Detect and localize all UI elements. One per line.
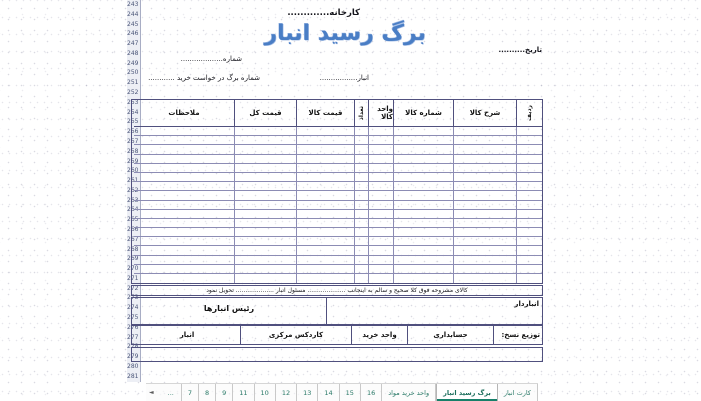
table-cell[interactable] (393, 136, 453, 145)
table-cell[interactable] (368, 219, 393, 228)
table-header-cell: قیمت كل (234, 100, 296, 127)
row-header[interactable]: 246 (127, 30, 139, 38)
table-cell[interactable] (516, 246, 542, 255)
table-header-vertical-label: تعداد (357, 105, 365, 121)
table-cell[interactable] (354, 145, 368, 154)
table-cell[interactable] (234, 127, 296, 136)
table-row (132, 228, 542, 237)
table-cell[interactable] (516, 228, 542, 237)
table-cell[interactable] (134, 173, 234, 182)
table-cell[interactable] (234, 256, 296, 265)
table-cell[interactable] (368, 210, 393, 219)
row-header[interactable]: 260 (127, 167, 139, 175)
table-cell[interactable] (393, 173, 453, 182)
table-cell[interactable] (393, 201, 453, 210)
table-row (132, 256, 542, 265)
factory-label[interactable]: كارخانه............. (287, 8, 360, 18)
warehouse-label[interactable]: انبار................. (319, 74, 369, 82)
table-cell[interactable] (354, 136, 368, 145)
table-cell[interactable] (453, 274, 516, 283)
table-cell[interactable] (516, 274, 542, 283)
table-cell[interactable] (516, 256, 542, 265)
table-cell[interactable] (453, 182, 516, 191)
row-header[interactable]: 268 (127, 245, 139, 253)
table-cell[interactable] (354, 228, 368, 237)
form-title[interactable]: برگ رسید انبار (264, 21, 426, 46)
row-header[interactable]: 259 (127, 157, 139, 165)
table-cell[interactable] (368, 237, 393, 246)
table-cell[interactable] (234, 219, 296, 228)
table-cell[interactable] (516, 173, 542, 182)
table-header-cell: واحد كالا (368, 100, 393, 127)
sheet-tab[interactable]: 14 (318, 384, 339, 401)
table-header-vertical-label: ردیف (525, 105, 533, 121)
table-cell[interactable] (354, 164, 368, 173)
table-cell[interactable] (354, 182, 368, 191)
distribution-cell: كاردكس مركزی (240, 326, 351, 344)
table-cell[interactable] (134, 246, 234, 255)
table-cell[interactable] (234, 265, 296, 274)
table-cell[interactable] (453, 136, 516, 145)
empty-footer-box[interactable] (131, 347, 543, 362)
row-header[interactable]: 264 (127, 206, 139, 214)
table-cell[interactable] (516, 210, 542, 219)
table-cell[interactable] (393, 265, 453, 274)
table-cell[interactable] (134, 145, 234, 154)
table-row (132, 274, 542, 283)
row-header[interactable]: 280 (127, 362, 139, 370)
table-header-cell: شرح كالا (453, 100, 516, 127)
table-row (132, 246, 542, 255)
table-cell[interactable] (134, 256, 234, 265)
serial-number-label[interactable]: شماره................... (180, 55, 242, 63)
table-cell[interactable] (393, 127, 453, 136)
sheet-tab[interactable]: 15 (340, 384, 361, 401)
table-cell[interactable] (453, 210, 516, 219)
table-cell[interactable] (368, 256, 393, 265)
table-cell[interactable] (134, 191, 234, 200)
table-cell[interactable] (368, 274, 393, 283)
table-cell[interactable] (516, 201, 542, 210)
table-row (132, 201, 542, 210)
table-cell[interactable] (516, 191, 542, 200)
sheet-tab[interactable]: برگ رسید انبار (436, 384, 498, 401)
table-cell[interactable] (234, 182, 296, 191)
table-cell[interactable] (134, 219, 234, 228)
table-row (132, 164, 542, 173)
row-header[interactable]: 253 (127, 98, 139, 106)
row-header[interactable]: 276 (127, 323, 139, 331)
table-cell[interactable] (296, 136, 354, 145)
table-cell[interactable] (134, 228, 234, 237)
table-cell[interactable] (234, 155, 296, 164)
row-header[interactable]: 266 (127, 225, 139, 233)
table-cell[interactable] (393, 256, 453, 265)
table-cell[interactable] (516, 237, 542, 246)
table-cell[interactable] (453, 265, 516, 274)
receipt-table-header (132, 100, 542, 127)
distribution-cell: حسابداری (407, 326, 493, 344)
table-row (132, 210, 542, 219)
row-header[interactable]: 254 (127, 108, 139, 116)
table-cell[interactable] (234, 145, 296, 154)
table-header-cell (516, 100, 542, 127)
table-cell[interactable] (368, 265, 393, 274)
row-header[interactable]: 245 (127, 20, 139, 28)
table-cell[interactable] (453, 173, 516, 182)
table-cell[interactable] (516, 182, 542, 191)
table-cell[interactable] (354, 155, 368, 164)
table-cell[interactable] (393, 237, 453, 246)
table-row (132, 155, 542, 164)
row-header[interactable]: 247 (127, 40, 139, 48)
table-cell[interactable] (453, 191, 516, 200)
table-cell[interactable] (393, 155, 453, 164)
table-cell[interactable] (453, 228, 516, 237)
table-cell[interactable] (368, 201, 393, 210)
row-header[interactable]: 248 (127, 49, 139, 57)
table-cell[interactable] (368, 246, 393, 255)
table-row (132, 145, 542, 154)
table-cell[interactable] (453, 237, 516, 246)
table-cell[interactable] (368, 155, 393, 164)
row-header[interactable]: 257 (127, 137, 139, 145)
table-cell[interactable] (134, 136, 234, 145)
table-row (132, 219, 542, 228)
table-cell[interactable] (453, 145, 516, 154)
table-cell[interactable] (134, 155, 234, 164)
sheet-tabs (181, 384, 538, 401)
table-cell[interactable] (368, 145, 393, 154)
table-cell[interactable] (393, 228, 453, 237)
sheet-tab[interactable]: كارت انبار (498, 384, 538, 401)
table-cell[interactable] (134, 274, 234, 283)
storekeeper-signature-cell[interactable]: انباردار (326, 298, 542, 324)
table-row (132, 265, 542, 274)
signature-box (131, 297, 543, 325)
table-cell[interactable] (393, 246, 453, 255)
row-header[interactable]: 255 (127, 118, 139, 126)
row-header[interactable]: 263 (127, 196, 139, 204)
row-header[interactable]: 278 (127, 343, 139, 351)
table-cell[interactable] (453, 164, 516, 173)
table-cell[interactable] (234, 136, 296, 145)
table-cell[interactable] (516, 136, 542, 145)
row-header[interactable]: 281 (127, 372, 139, 380)
row-header[interactable]: 273 (127, 294, 139, 302)
row-header[interactable]: 272 (127, 284, 139, 292)
table-cell[interactable] (296, 182, 354, 191)
table-row (132, 173, 542, 182)
table-cell[interactable] (368, 228, 393, 237)
table-cell[interactable] (453, 246, 516, 255)
table-cell[interactable] (368, 164, 393, 173)
distribution-label: توزیع نسخ: (493, 326, 542, 344)
sheet-tab[interactable]: 12 (276, 384, 297, 401)
table-cell[interactable] (354, 210, 368, 219)
table-cell[interactable] (134, 182, 234, 191)
sheet-tab[interactable]: 8 (199, 384, 216, 401)
table-cell[interactable] (296, 201, 354, 210)
table-cell[interactable] (234, 191, 296, 200)
table-cell[interactable] (453, 219, 516, 228)
table-cell[interactable] (368, 127, 393, 136)
row-header[interactable]: 243 (127, 1, 139, 8)
table-header-cell: شماره كالا (393, 100, 453, 127)
row-header[interactable]: 256 (127, 128, 139, 136)
table-cell[interactable] (234, 173, 296, 182)
table-cell[interactable] (296, 191, 354, 200)
row-header[interactable]: 249 (127, 59, 139, 67)
table-cell[interactable] (134, 265, 234, 274)
sheet-tab[interactable]: 13 (297, 384, 318, 401)
table-cell[interactable] (296, 228, 354, 237)
sheet-tab[interactable]: واحد خرید مواد (382, 384, 436, 401)
table-cell[interactable] (296, 173, 354, 182)
table-cell[interactable] (354, 274, 368, 283)
table-cell[interactable] (134, 237, 234, 246)
table-cell[interactable] (516, 164, 542, 173)
table-cell[interactable] (516, 145, 542, 154)
sheet-tab[interactable]: 9 (216, 384, 233, 401)
row-header[interactable]: 274 (127, 304, 139, 312)
table-cell[interactable] (296, 219, 354, 228)
table-cell[interactable] (296, 164, 354, 173)
table-cell[interactable] (453, 127, 516, 136)
table-cell[interactable] (134, 127, 234, 136)
receipt-table (131, 99, 543, 284)
table-cell[interactable] (354, 173, 368, 182)
table-row (132, 182, 542, 191)
table-cell[interactable] (134, 164, 234, 173)
table-header-cell (354, 100, 368, 127)
table-cell[interactable] (368, 136, 393, 145)
table-cell[interactable] (453, 201, 516, 210)
distribution-cell: انبار (179, 331, 195, 339)
warehouses-head-signature-cell[interactable]: رئیس انبارها (203, 304, 255, 313)
table-cell[interactable] (354, 127, 368, 136)
table-cell[interactable] (393, 164, 453, 173)
row-header[interactable]: 258 (127, 147, 139, 155)
table-cell[interactable] (134, 210, 234, 219)
copies-distribution-row (131, 325, 543, 345)
table-cell[interactable] (453, 155, 516, 164)
table-cell[interactable] (393, 274, 453, 283)
row-header[interactable]: 267 (127, 235, 139, 243)
row-header[interactable]: 244 (127, 10, 139, 18)
table-cell[interactable] (234, 210, 296, 219)
table-cell[interactable] (134, 201, 234, 210)
table-cell[interactable] (234, 246, 296, 255)
sheet-tab[interactable]: 16 (361, 384, 382, 401)
table-cell[interactable] (234, 164, 296, 173)
table-cell[interactable] (354, 219, 368, 228)
table-cell[interactable] (296, 256, 354, 265)
table-cell[interactable] (296, 210, 354, 219)
sheet-tab[interactable]: 10 (255, 384, 276, 401)
table-cell[interactable] (234, 274, 296, 283)
table-cell[interactable] (393, 191, 453, 200)
table-row (132, 237, 542, 246)
purchase-request-label[interactable]: شماره برگ در خواست خرید ............ (148, 74, 260, 82)
table-row (132, 127, 542, 136)
table-cell[interactable] (354, 246, 368, 255)
table-cell[interactable] (354, 265, 368, 274)
table-cell[interactable] (296, 237, 354, 246)
row-header[interactable]: 251 (127, 79, 139, 87)
table-cell[interactable] (296, 246, 354, 255)
table-cell[interactable] (516, 127, 542, 136)
sheet-tab[interactable]: 11 (233, 384, 254, 401)
row-header[interactable]: 262 (127, 186, 139, 194)
row-header[interactable]: 275 (127, 314, 139, 321)
table-cell[interactable] (393, 182, 453, 191)
receipt-table-body (132, 127, 542, 283)
row-header[interactable]: 271 (127, 274, 139, 282)
table-cell[interactable] (234, 228, 296, 237)
sheet-tab[interactable]: 7 (181, 384, 199, 401)
distribution-cell: واحد خرید (351, 326, 407, 344)
table-cell[interactable] (393, 219, 453, 228)
table-header-cell: ملاحظات (134, 100, 234, 127)
table-cell[interactable] (296, 274, 354, 283)
table-cell[interactable] (368, 191, 393, 200)
row-header[interactable]: 250 (127, 69, 139, 77)
table-cell[interactable] (354, 201, 368, 210)
sheet-tab-bar (146, 383, 538, 401)
row-header[interactable]: 277 (127, 333, 139, 341)
row-header[interactable]: 269 (127, 255, 139, 263)
row-header[interactable]: 252 (127, 89, 139, 97)
table-cell[interactable] (516, 265, 542, 274)
table-cell[interactable] (296, 265, 354, 274)
table-cell[interactable] (393, 210, 453, 219)
tab-scroll-left-icon[interactable]: ◄ (149, 389, 154, 396)
table-cell[interactable] (296, 145, 354, 154)
row-header[interactable]: 261 (127, 177, 139, 185)
table-cell[interactable] (516, 219, 542, 228)
table-cell[interactable] (354, 237, 368, 246)
table-cell[interactable] (354, 191, 368, 200)
row-header[interactable]: 270 (127, 265, 139, 273)
table-cell[interactable] (453, 256, 516, 265)
tab-overflow-indicator[interactable]: ... (167, 388, 174, 397)
date-label[interactable]: تاریخ.......... (498, 46, 542, 54)
table-cell[interactable] (516, 155, 542, 164)
table-cell[interactable] (354, 256, 368, 265)
table-cell[interactable] (296, 155, 354, 164)
delivery-note-row[interactable]: كالای مشروحه فوق كلا صحیح و سالم به اینجانب .................... مسئول انبار .................... تحویل نمود (131, 285, 543, 296)
table-row (132, 136, 542, 145)
table-cell[interactable] (368, 173, 393, 182)
table-cell[interactable] (234, 237, 296, 246)
table-row (132, 191, 542, 200)
table-cell[interactable] (296, 127, 354, 136)
row-header[interactable]: 279 (127, 353, 139, 361)
table-cell[interactable] (368, 182, 393, 191)
table-cell[interactable] (234, 201, 296, 210)
table-cell[interactable] (393, 145, 453, 154)
row-header[interactable]: 265 (127, 216, 139, 224)
table-header-cell: قیمت كالا (296, 100, 354, 127)
